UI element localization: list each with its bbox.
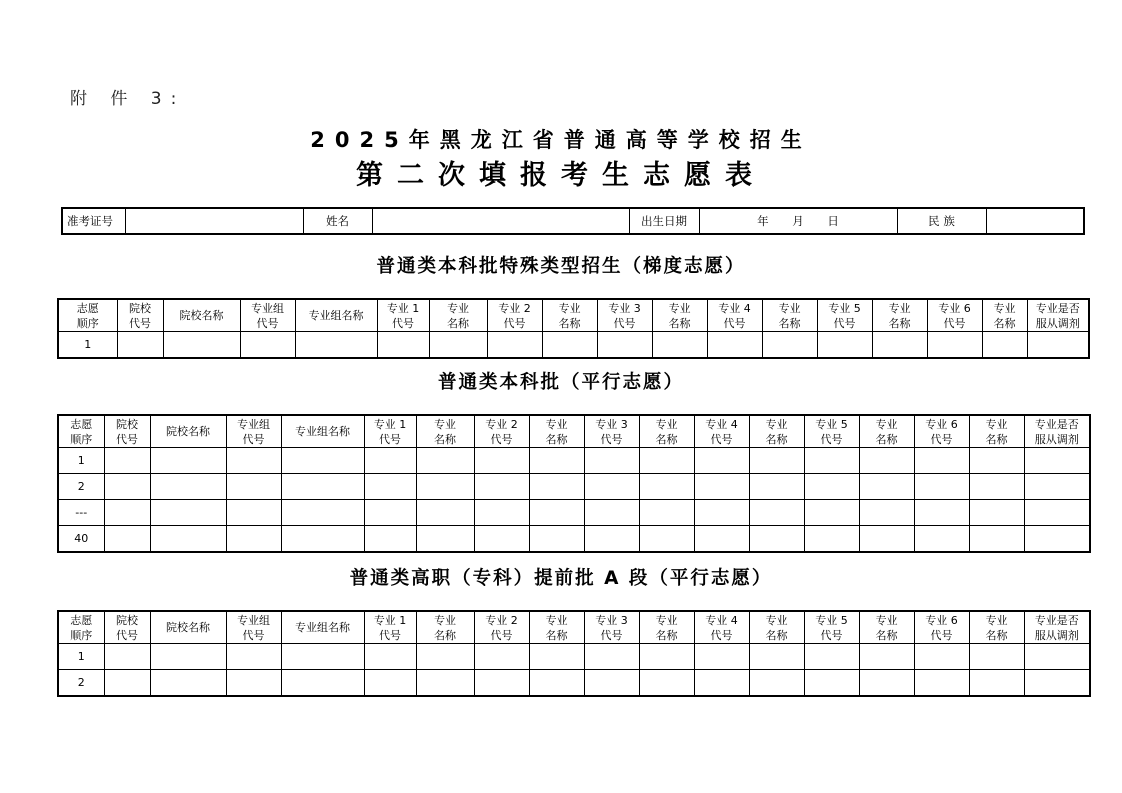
entry-cell[interactable] xyxy=(914,474,969,500)
column-header: 专业 名称 xyxy=(416,415,474,448)
column-header: 专业 名称 xyxy=(969,611,1024,644)
column-header: 院校名称 xyxy=(150,611,226,644)
entry-cell[interactable] xyxy=(104,474,150,500)
entry-cell[interactable] xyxy=(969,448,1024,474)
entry-cell[interactable] xyxy=(914,500,969,526)
preference-order-cell: 1 xyxy=(58,644,104,670)
entry-cell[interactable] xyxy=(749,474,804,500)
column-header: 专业 名称 xyxy=(542,299,597,332)
column-header: 专业 1 代号 xyxy=(377,299,429,332)
form-title-line1: 2025年黑龙江省普通高等学校招生 xyxy=(310,128,812,152)
entry-cell[interactable] xyxy=(1024,670,1090,697)
entry-cell[interactable] xyxy=(474,448,529,474)
preference-order-cell: 1 xyxy=(58,332,117,359)
preference-order-cell: --- xyxy=(58,500,104,526)
entry-cell[interactable] xyxy=(150,670,226,697)
entry-cell[interactable] xyxy=(872,332,927,359)
column-header: 专业 2 代号 xyxy=(487,299,542,332)
entry-cell[interactable] xyxy=(584,644,639,670)
column-header: 专业 1 代号 xyxy=(364,611,416,644)
entry-cell[interactable] xyxy=(859,644,914,670)
table-row xyxy=(58,448,1090,474)
preference-order-cell: 2 xyxy=(58,474,104,500)
table-row xyxy=(58,670,1090,697)
column-header: 专业 名称 xyxy=(652,299,707,332)
column-header: 专业组名称 xyxy=(295,299,377,332)
birth-date-label: 出生日期 xyxy=(629,208,699,234)
entry-cell[interactable] xyxy=(859,526,914,553)
entry-cell[interactable] xyxy=(1024,526,1090,553)
entry-cell[interactable] xyxy=(281,500,364,526)
entry-cell[interactable] xyxy=(281,474,364,500)
entry-cell[interactable] xyxy=(474,500,529,526)
entry-cell[interactable] xyxy=(749,670,804,697)
entry-cell[interactable] xyxy=(364,474,416,500)
table-row xyxy=(58,332,1089,359)
entry-cell[interactable] xyxy=(914,670,969,697)
entry-cell[interactable] xyxy=(749,526,804,553)
column-header: 专业 名称 xyxy=(969,415,1024,448)
entry-cell[interactable] xyxy=(762,332,817,359)
entry-cell[interactable] xyxy=(694,448,749,474)
column-header: 专业 名称 xyxy=(639,611,694,644)
entry-cell[interactable] xyxy=(150,500,226,526)
entry-cell[interactable] xyxy=(639,448,694,474)
entry-cell[interactable] xyxy=(1024,500,1090,526)
entry-cell[interactable] xyxy=(364,526,416,553)
preference-order-cell: 1 xyxy=(58,448,104,474)
entry-cell[interactable] xyxy=(969,526,1024,553)
entry-cell[interactable] xyxy=(150,526,226,553)
entry-cell[interactable] xyxy=(295,332,377,359)
entry-cell[interactable] xyxy=(542,332,597,359)
entry-cell[interactable] xyxy=(804,500,859,526)
student-info-table xyxy=(61,207,1085,235)
column-header: 专业组 代号 xyxy=(226,415,281,448)
column-header: 专业组名称 xyxy=(281,611,364,644)
entry-cell[interactable] xyxy=(226,526,281,553)
entry-cell[interactable] xyxy=(804,670,859,697)
entry-cell[interactable] xyxy=(150,474,226,500)
column-header: 专业 6 代号 xyxy=(914,611,969,644)
column-header: 专业是否 服从调剂 xyxy=(1024,415,1090,448)
entry-cell[interactable] xyxy=(104,526,150,553)
column-header: 专业 2 代号 xyxy=(474,611,529,644)
entry-cell[interactable] xyxy=(529,526,584,553)
column-header: 专业 名称 xyxy=(529,415,584,448)
column-header: 专业 6 代号 xyxy=(914,415,969,448)
entry-cell[interactable] xyxy=(1024,448,1090,474)
column-header: 专业 3 代号 xyxy=(584,415,639,448)
column-header: 专业 3 代号 xyxy=(597,299,652,332)
entry-cell[interactable] xyxy=(364,500,416,526)
entry-cell[interactable] xyxy=(150,448,226,474)
entry-cell[interactable] xyxy=(804,474,859,500)
column-header: 专业 6 代号 xyxy=(927,299,982,332)
entry-cell[interactable] xyxy=(163,332,240,359)
section-title-vocational-early-a: 普通类高职（专科）提前批 A 段（平行志愿） xyxy=(349,568,773,589)
entry-cell[interactable] xyxy=(969,474,1024,500)
column-header: 专业 名称 xyxy=(859,611,914,644)
section-title-special-type: 普通类本科批特殊类型招生（梯度志愿） xyxy=(376,256,746,277)
entry-cell[interactable] xyxy=(694,670,749,697)
entry-cell[interactable] xyxy=(859,448,914,474)
preference-table-vocational-early-a xyxy=(57,610,1091,697)
entry-cell[interactable] xyxy=(150,644,226,670)
column-header: 专业组 代号 xyxy=(226,611,281,644)
table-row xyxy=(58,644,1090,670)
column-header: 专业 4 代号 xyxy=(694,415,749,448)
table-row xyxy=(58,500,1090,526)
column-header: 专业 4 代号 xyxy=(707,299,762,332)
exam-number-field[interactable] xyxy=(125,208,303,234)
entry-cell[interactable] xyxy=(529,448,584,474)
entry-cell[interactable] xyxy=(694,474,749,500)
column-header: 院校 代号 xyxy=(104,611,150,644)
column-header: 专业是否 服从调剂 xyxy=(1024,611,1090,644)
entry-cell[interactable] xyxy=(804,644,859,670)
column-header: 专业 名称 xyxy=(749,611,804,644)
entry-cell[interactable] xyxy=(707,332,762,359)
entry-cell[interactable] xyxy=(104,448,150,474)
column-header: 专业 名称 xyxy=(429,299,487,332)
entry-cell[interactable] xyxy=(969,670,1024,697)
column-header: 专业是否 服从调剂 xyxy=(1027,299,1089,332)
column-header: 志愿 顺序 xyxy=(58,611,104,644)
entry-cell[interactable] xyxy=(474,670,529,697)
column-header: 专业 名称 xyxy=(859,415,914,448)
entry-cell[interactable] xyxy=(226,500,281,526)
entry-cell[interactable] xyxy=(804,448,859,474)
preference-table-undergrad-parallel xyxy=(57,414,1091,553)
entry-cell[interactable] xyxy=(226,644,281,670)
entry-cell[interactable] xyxy=(969,644,1024,670)
entry-cell[interactable] xyxy=(104,644,150,670)
entry-cell[interactable] xyxy=(639,644,694,670)
exam-number-label: 准考证号 xyxy=(62,208,125,234)
entry-cell[interactable] xyxy=(226,448,281,474)
entry-cell[interactable] xyxy=(749,448,804,474)
entry-cell[interactable] xyxy=(639,500,694,526)
column-header: 专业 4 代号 xyxy=(694,611,749,644)
entry-cell[interactable] xyxy=(914,644,969,670)
column-header: 专业 名称 xyxy=(639,415,694,448)
entry-cell[interactable] xyxy=(817,332,872,359)
entry-cell[interactable] xyxy=(584,526,639,553)
entry-cell[interactable] xyxy=(694,526,749,553)
entry-cell[interactable] xyxy=(226,474,281,500)
entry-cell[interactable] xyxy=(1024,474,1090,500)
table-header-row xyxy=(58,611,1090,644)
column-header: 专业 名称 xyxy=(982,299,1027,332)
entry-cell[interactable] xyxy=(914,526,969,553)
entry-cell[interactable] xyxy=(1027,332,1089,359)
entry-cell[interactable] xyxy=(104,670,150,697)
entry-cell[interactable] xyxy=(416,474,474,500)
entry-cell[interactable] xyxy=(416,526,474,553)
column-header: 院校 代号 xyxy=(117,299,163,332)
column-header: 专业 5 代号 xyxy=(804,415,859,448)
entry-cell[interactable] xyxy=(639,526,694,553)
column-header: 专业组名称 xyxy=(281,415,364,448)
name-label: 姓名 xyxy=(303,208,372,234)
entry-cell[interactable] xyxy=(804,526,859,553)
preference-table-special-type xyxy=(57,298,1090,359)
entry-cell[interactable] xyxy=(749,500,804,526)
column-header: 专业 名称 xyxy=(749,415,804,448)
column-header: 院校名称 xyxy=(150,415,226,448)
entry-cell[interactable] xyxy=(927,332,982,359)
column-header: 专业组 代号 xyxy=(240,299,295,332)
attachment-label: 附 件 3: xyxy=(70,89,186,109)
entry-cell[interactable] xyxy=(529,644,584,670)
ethnicity-field[interactable] xyxy=(986,208,1084,234)
entry-cell[interactable] xyxy=(364,644,416,670)
entry-cell[interactable] xyxy=(597,332,652,359)
entry-cell[interactable] xyxy=(652,332,707,359)
entry-cell[interactable] xyxy=(240,332,295,359)
entry-cell[interactable] xyxy=(416,670,474,697)
entry-cell[interactable] xyxy=(377,332,429,359)
birth-date-field[interactable]: 年 月 日 xyxy=(699,208,897,234)
column-header: 专业 3 代号 xyxy=(584,611,639,644)
entry-cell[interactable] xyxy=(639,670,694,697)
table-header-row xyxy=(58,415,1090,448)
entry-cell[interactable] xyxy=(226,670,281,697)
entry-cell[interactable] xyxy=(364,670,416,697)
entry-cell[interactable] xyxy=(982,332,1027,359)
entry-cell[interactable] xyxy=(487,332,542,359)
entry-cell[interactable] xyxy=(639,474,694,500)
entry-cell[interactable] xyxy=(529,474,584,500)
column-header: 专业 名称 xyxy=(762,299,817,332)
entry-cell[interactable] xyxy=(529,500,584,526)
entry-cell[interactable] xyxy=(429,332,487,359)
column-header: 志愿 顺序 xyxy=(58,299,117,332)
entry-cell[interactable] xyxy=(416,500,474,526)
section-title-undergrad-parallel: 普通类本科批（平行志愿） xyxy=(437,372,684,393)
column-header: 院校名称 xyxy=(163,299,240,332)
entry-cell[interactable] xyxy=(474,644,529,670)
entry-cell[interactable] xyxy=(584,474,639,500)
entry-cell[interactable] xyxy=(859,500,914,526)
entry-cell[interactable] xyxy=(364,448,416,474)
column-header: 院校 代号 xyxy=(104,415,150,448)
entry-cell[interactable] xyxy=(281,670,364,697)
table-row xyxy=(58,526,1090,553)
entry-cell[interactable] xyxy=(584,670,639,697)
entry-cell[interactable] xyxy=(416,644,474,670)
entry-cell[interactable] xyxy=(281,526,364,553)
entry-cell[interactable] xyxy=(281,448,364,474)
column-header: 专业 名称 xyxy=(872,299,927,332)
entry-cell[interactable] xyxy=(1024,644,1090,670)
entry-cell[interactable] xyxy=(859,474,914,500)
form-title-line2: 第二次填报考生志愿表 xyxy=(356,160,766,191)
entry-cell[interactable] xyxy=(474,474,529,500)
table-row xyxy=(58,474,1090,500)
entry-cell[interactable] xyxy=(529,670,584,697)
entry-cell[interactable] xyxy=(117,332,163,359)
table-header-row xyxy=(58,299,1089,332)
entry-cell[interactable] xyxy=(914,448,969,474)
name-field[interactable] xyxy=(372,208,629,234)
entry-cell[interactable] xyxy=(749,644,804,670)
entry-cell[interactable] xyxy=(584,500,639,526)
column-header: 专业 名称 xyxy=(416,611,474,644)
entry-cell[interactable] xyxy=(416,448,474,474)
preference-order-cell: 2 xyxy=(58,670,104,697)
preference-order-cell: 40 xyxy=(58,526,104,553)
entry-cell[interactable] xyxy=(281,644,364,670)
column-header: 专业 名称 xyxy=(529,611,584,644)
entry-cell[interactable] xyxy=(859,670,914,697)
column-header: 专业 5 代号 xyxy=(804,611,859,644)
entry-cell[interactable] xyxy=(694,500,749,526)
column-header: 专业 1 代号 xyxy=(364,415,416,448)
column-header: 专业 2 代号 xyxy=(474,415,529,448)
ethnicity-label: 民 族 xyxy=(897,208,986,234)
entry-cell[interactable] xyxy=(104,500,150,526)
column-header: 专业 5 代号 xyxy=(817,299,872,332)
entry-cell[interactable] xyxy=(474,526,529,553)
entry-cell[interactable] xyxy=(694,644,749,670)
entry-cell[interactable] xyxy=(584,448,639,474)
entry-cell[interactable] xyxy=(969,500,1024,526)
column-header: 志愿 顺序 xyxy=(58,415,104,448)
